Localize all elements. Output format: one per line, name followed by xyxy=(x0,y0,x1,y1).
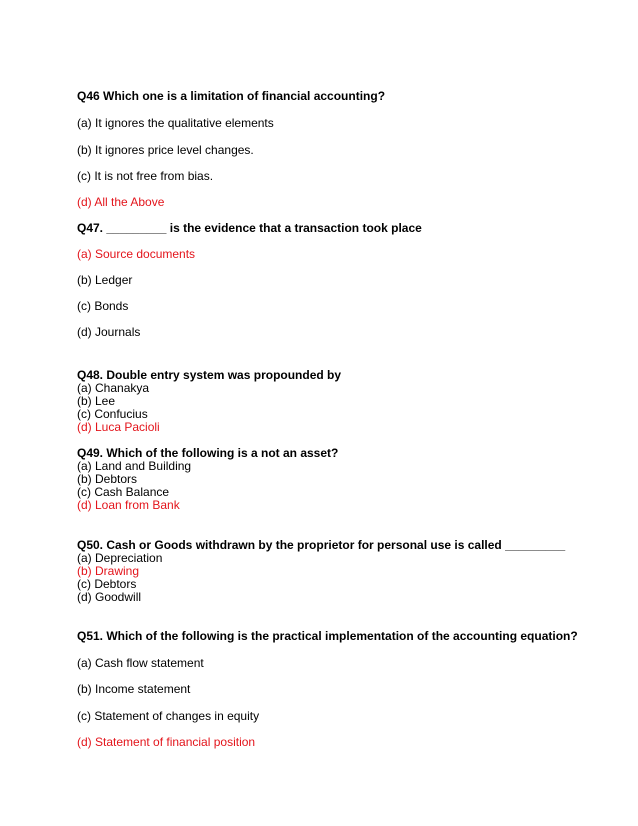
question-49: Q49. Which of the following is a not an asset? xyxy=(77,446,339,460)
question-49-option-a: (a) Land and Building xyxy=(77,459,192,473)
question-46-option-b: (b) It ignores price level changes. xyxy=(77,143,254,157)
question-50-option-d: (d) Goodwill xyxy=(77,590,142,604)
question-48-option-b: (b) Lee xyxy=(77,394,116,408)
question-49-option-b: (b) Debtors xyxy=(77,472,138,486)
question-47: Q47. _________ is the evidence that a transaction took place xyxy=(77,221,422,235)
question-50-option-a: (a) Depreciation xyxy=(77,551,163,565)
question-47-option-d: (d) Journals xyxy=(77,325,141,339)
question-48-option-a: (a) Chanakya xyxy=(77,381,150,395)
question-48: Q48. Double entry system was propounded by xyxy=(77,368,342,382)
question-51-option-b: (b) Income statement xyxy=(77,682,191,696)
question-47-option-c: (c) Bonds xyxy=(77,299,129,313)
question-47-option-b: (b) Ledger xyxy=(77,273,133,287)
question-50-option-c: (c) Debtors xyxy=(77,577,137,591)
question-51-option-d-answer: (d) Statement of financial position xyxy=(77,735,256,749)
question-51: Q51. Which of the following is the practical implementation of the accounting equation? xyxy=(77,629,578,643)
question-51-option-a: (a) Cash flow statement xyxy=(77,656,204,670)
question-46: Q46 Which one is a limitation of financial accounting? xyxy=(77,89,386,103)
question-50-option-b-answer: (b) Drawing xyxy=(77,564,140,578)
question-51-option-c: (c) Statement of changes in equity xyxy=(77,709,260,723)
question-48-option-d-answer: (d) Luca Pacioli xyxy=(77,420,160,434)
question-46-option-c: (c) It is not free from bias. xyxy=(77,169,214,183)
question-49-option-d-answer: (d) Loan from Bank xyxy=(77,498,180,512)
question-46-option-a: (a) It ignores the qualitative elements xyxy=(77,116,274,130)
question-48-option-c: (c) Confucius xyxy=(77,407,148,421)
question-49-option-c: (c) Cash Balance xyxy=(77,485,170,499)
question-46-option-d-answer: (d) All the Above xyxy=(77,195,165,209)
question-50: Q50. Cash or Goods withdrawn by the proprietor for personal use is called _________ xyxy=(77,538,566,552)
question-47-option-a-answer: (a) Source documents xyxy=(77,247,196,261)
